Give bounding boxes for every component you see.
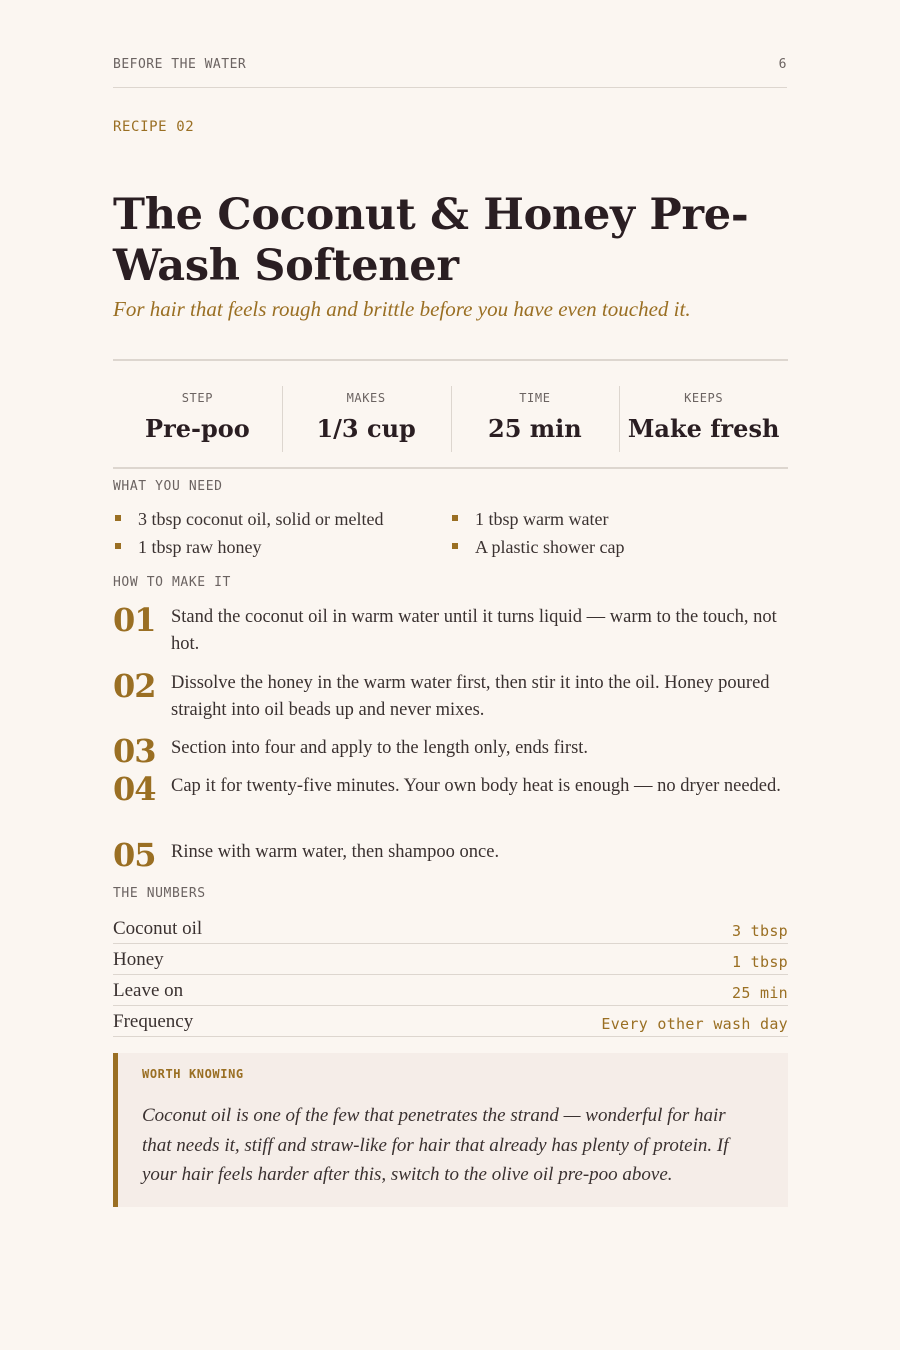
running-title: BEFORE THE WATER <box>113 57 247 72</box>
bullet-icon <box>452 515 458 521</box>
step-item <box>113 836 788 874</box>
step-text: Rinse with warm water, then shampoo once. <box>171 842 500 862</box>
step-number: 04 <box>113 770 156 808</box>
table-row <box>113 913 788 944</box>
stat-value: Pre-poo <box>145 414 250 443</box>
step-number: 03 <box>113 732 156 770</box>
step-text: Stand the coconut oil in warm water until it turns liquid — warm to the touch, not hot. <box>171 607 777 654</box>
step-number: 01 <box>113 601 156 639</box>
stat-value: Make fresh <box>627 414 780 443</box>
stat-label: TIME <box>519 391 551 405</box>
ingredient-text: 1 tbsp warm water <box>475 509 609 529</box>
step-number: 02 <box>113 667 156 705</box>
ingredient-text: 3 tbsp coconut oil, solid or melted <box>138 509 384 529</box>
needs-heading: WHAT YOU NEED <box>113 479 223 494</box>
step-item <box>113 770 788 808</box>
stat-label: MAKES <box>346 391 386 405</box>
page-number: 6 <box>778 57 787 72</box>
step-item <box>113 667 788 724</box>
ingredient-text: 1 tbsp raw honey <box>138 537 262 557</box>
running-header <box>113 57 787 88</box>
callout-note <box>113 1053 788 1207</box>
list-item <box>115 509 383 530</box>
stats-bar <box>113 359 788 469</box>
step-text: Section into four and apply to the length only, ends first. <box>171 738 589 758</box>
stat-label: STEP <box>181 391 214 405</box>
step-text: Dissolve the honey in the warm water first, then stir it into the oil. Honey poured straight into oil beads up and never mixes. <box>171 673 770 720</box>
table-row <box>113 944 788 975</box>
stat-makes <box>282 361 451 467</box>
stat-value: 1/3 cup <box>316 414 416 443</box>
row-value: 25 min <box>732 984 788 1002</box>
step-item <box>113 732 788 770</box>
step-item <box>113 601 788 658</box>
stat-value: 25 min <box>488 414 582 443</box>
list-item <box>452 537 624 558</box>
row-key: Frequency <box>113 1011 194 1032</box>
note-body: Coconut oil is one of the few that penetrates the strand — wonderful for hair that needs it, stiff and straw-like for hair that already has plenty of protein. If your hair feels harder after this, switch to the olive oil pre-poo above. <box>142 1105 729 1185</box>
row-key: Coconut oil <box>113 918 203 939</box>
note-label: WORTH KNOWING <box>142 1067 244 1081</box>
ingredient-text: A plastic shower cap <box>475 537 625 557</box>
stat-time <box>451 361 620 467</box>
row-key: Leave on <box>113 980 184 1001</box>
numbers-table <box>113 913 788 1037</box>
table-row <box>113 1006 788 1037</box>
stat-label: KEEPS <box>684 391 724 405</box>
recipe-subtitle: For hair that feels rough and brittle before you have even touched it. <box>113 297 691 321</box>
numbers-heading: THE NUMBERS <box>113 886 206 901</box>
row-key: Honey <box>113 949 164 970</box>
recipe-kicker: RECIPE 02 <box>113 119 195 135</box>
row-value: 3 tbsp <box>732 922 788 940</box>
row-value: Every other wash day <box>601 1015 788 1033</box>
list-item <box>115 537 261 558</box>
row-value: 1 tbsp <box>732 953 788 971</box>
recipe-title: The Coconut & Honey Pre-Wash Softener <box>113 190 749 291</box>
stat-keeps <box>619 361 788 467</box>
bullet-icon <box>452 543 458 549</box>
table-row <box>113 975 788 1006</box>
method-heading: HOW TO MAKE IT <box>113 575 231 590</box>
list-item <box>452 509 608 530</box>
stat-step <box>113 361 282 467</box>
bullet-icon <box>115 543 121 549</box>
bullet-icon <box>115 515 121 521</box>
step-text: Cap it for twenty-five minutes. Your own body heat is enough — no dryer needed. <box>171 776 781 796</box>
step-number: 05 <box>113 836 156 874</box>
